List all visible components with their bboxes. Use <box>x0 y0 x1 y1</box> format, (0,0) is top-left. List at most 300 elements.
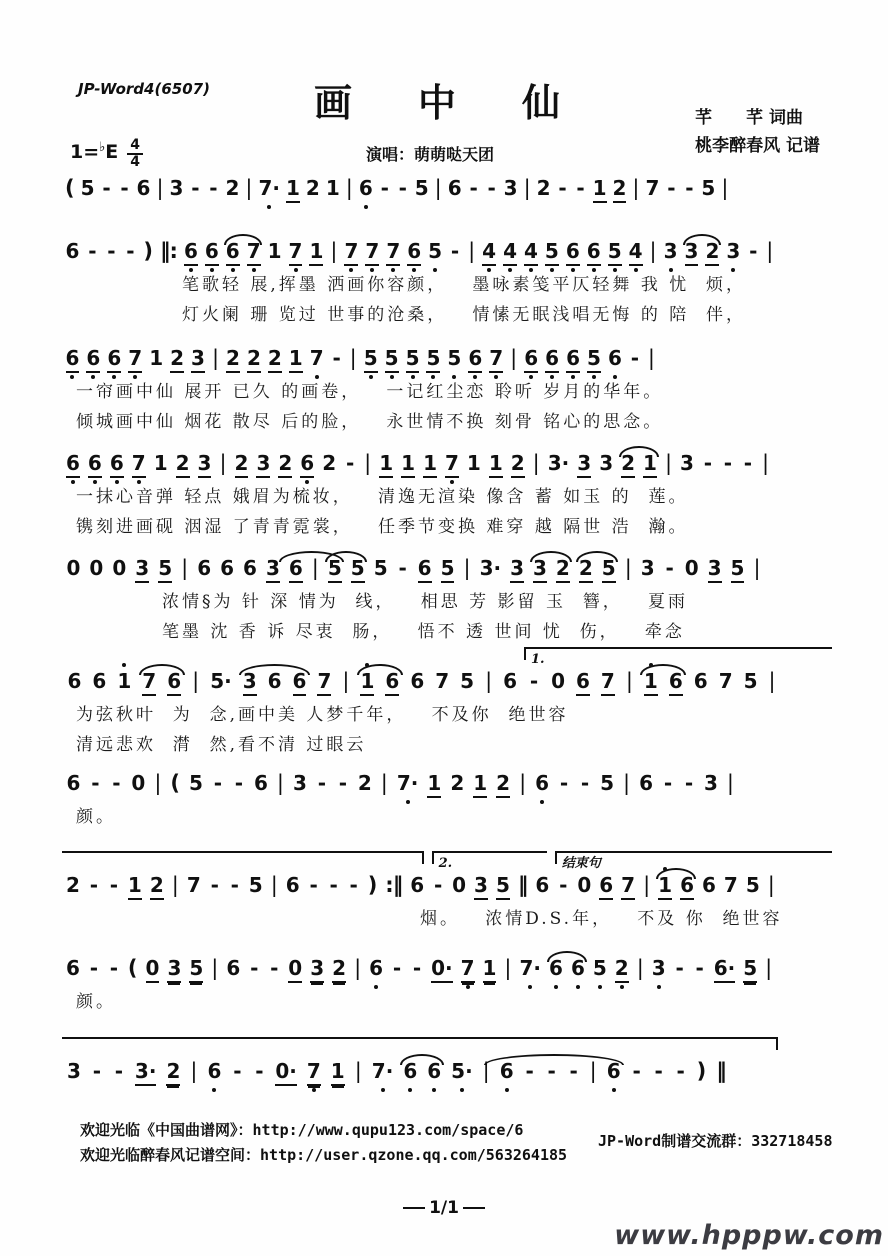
note: 3 <box>167 955 181 983</box>
volta-bracket <box>62 851 424 864</box>
time-signature <box>127 138 143 169</box>
qq-group-label: JP-Word制谱交流群：332718458 <box>598 1132 833 1150</box>
note: 5 <box>447 346 462 370</box>
note: - <box>723 451 733 475</box>
page-number-rule <box>463 1207 485 1209</box>
notation-system <box>62 1058 832 1088</box>
note: 1 <box>473 770 487 798</box>
note: - <box>89 956 99 980</box>
note: - <box>91 771 100 795</box>
barline: | <box>468 239 476 263</box>
note: 6 <box>576 668 590 696</box>
notation-system <box>62 770 832 830</box>
note: 5 <box>385 345 399 373</box>
barline: | <box>211 956 219 980</box>
note: 6 <box>86 345 100 373</box>
note: 1 <box>331 1058 345 1086</box>
note: 6 <box>207 1059 222 1083</box>
note: 6 <box>184 238 198 266</box>
barline: | <box>647 346 655 370</box>
note: 4 <box>482 238 496 266</box>
credit-transcriber: 桃李醉春风 记谱 <box>695 136 820 156</box>
note: 0 <box>146 955 160 983</box>
singer-label: 演唱：萌萌哒天团 <box>366 145 495 164</box>
note: 6 <box>65 239 80 263</box>
note: - <box>234 771 244 795</box>
barline: | <box>765 956 773 980</box>
lyrics-line: 浓情§为 针 深 情为 线， 相思 芳 影留 玉 簪， 夏雨 <box>162 592 688 612</box>
footer-site-link-1: 欢迎光临《中国曲谱网》：http://www.qupu123.com/space/6 <box>80 1121 524 1139</box>
note: 1 <box>289 345 303 373</box>
note: - <box>126 239 135 263</box>
key-prefix: 1= <box>70 141 100 163</box>
note: - <box>114 1059 124 1083</box>
note: 6 <box>570 956 585 980</box>
note: 4 <box>629 238 643 266</box>
note: 5 <box>460 669 475 693</box>
note: 7 <box>128 345 142 373</box>
note: 6 <box>566 238 580 266</box>
notes-line <box>62 450 832 480</box>
note: 6 <box>253 771 268 795</box>
volta-bracket <box>555 851 832 871</box>
note: 3 <box>685 238 699 266</box>
notes-line <box>62 1058 832 1088</box>
barline: | <box>504 956 512 980</box>
barline: | <box>154 771 162 795</box>
notes-line <box>62 175 832 205</box>
notes-line <box>62 555 832 585</box>
note: 3 <box>510 555 524 583</box>
note: 5 <box>496 872 510 900</box>
note: 6 <box>220 556 235 580</box>
note: 7· <box>396 771 419 795</box>
note: 2 <box>176 450 190 478</box>
note: 0 <box>577 873 592 897</box>
barline: ‖: <box>160 239 177 263</box>
note: 2 <box>235 450 249 478</box>
note: 3 <box>577 450 591 478</box>
note: 5 <box>731 555 745 583</box>
note: 7 <box>489 345 503 373</box>
note: 5 <box>743 669 758 693</box>
barline: | <box>766 239 774 263</box>
note: ( <box>170 771 181 795</box>
note: ) <box>367 873 378 897</box>
note: 6 <box>110 450 124 478</box>
notation-system <box>62 450 832 540</box>
note: 6 <box>300 450 314 478</box>
note: 7 <box>445 450 459 478</box>
note: 5 <box>189 771 203 795</box>
note: - <box>89 873 99 897</box>
barline: | <box>156 176 164 200</box>
note: 6 <box>702 873 716 897</box>
note: 5 <box>248 873 263 897</box>
note: 7 <box>289 238 303 266</box>
note: 5 <box>406 345 420 373</box>
note: - <box>92 1059 102 1083</box>
note: 0 <box>131 771 146 795</box>
note: 1 <box>267 239 282 263</box>
note: 6 <box>680 872 694 900</box>
note: - <box>398 176 407 200</box>
note: - <box>529 669 539 693</box>
barline: | <box>311 556 319 580</box>
barline: | <box>463 556 471 580</box>
note: 6 <box>92 669 107 693</box>
barline: | <box>192 669 200 693</box>
volta-bracket <box>62 1037 778 1050</box>
note: 7 <box>601 668 615 696</box>
note: - <box>317 771 327 795</box>
volta-bracket <box>524 647 832 667</box>
note: 3 <box>680 451 694 475</box>
note: 0 <box>89 556 104 580</box>
note: 5 <box>600 771 614 795</box>
note: - <box>665 556 674 580</box>
note: 3· <box>547 451 570 475</box>
note: 2 <box>305 176 320 200</box>
note: 3 <box>599 451 614 475</box>
note: 3 <box>651 956 666 980</box>
note: 6 <box>136 176 151 200</box>
note: 2 <box>66 873 80 897</box>
note: 6 <box>545 345 559 373</box>
note: 6 <box>410 669 425 693</box>
note: 7 <box>309 346 324 370</box>
note: - <box>487 176 496 200</box>
barline: | <box>726 771 734 795</box>
barline: | <box>345 176 353 200</box>
note: - <box>329 873 338 897</box>
note: 1 <box>401 450 415 478</box>
note: 5 <box>426 345 440 373</box>
note: - <box>120 176 129 200</box>
note: 2 <box>322 451 337 475</box>
note: - <box>569 1059 578 1083</box>
note: 6 <box>599 872 613 900</box>
note: 6 <box>66 771 81 795</box>
barline: | <box>171 873 179 897</box>
note: 3 <box>503 176 518 200</box>
note: 3 <box>135 555 149 583</box>
note: 1 <box>423 450 437 478</box>
barline: | <box>721 176 729 200</box>
note: 7 <box>307 1058 321 1086</box>
note: - <box>210 873 219 897</box>
note: - <box>398 556 407 580</box>
note: 5 <box>441 555 455 583</box>
barline: | <box>643 873 651 897</box>
note: 5 <box>351 555 365 583</box>
note: - <box>392 956 402 980</box>
lyrics-line: 烟。 浓情D.S.年， 不及 你 绝世容 <box>420 909 783 929</box>
note: 1 <box>149 346 164 370</box>
note: - <box>349 873 358 897</box>
note: 6 <box>566 345 580 373</box>
note: 6 <box>67 669 82 693</box>
note: 3 <box>169 176 184 200</box>
note: 5· <box>210 669 232 693</box>
notation-system <box>62 856 832 932</box>
note: - <box>632 1059 641 1083</box>
note: - <box>209 176 218 200</box>
note: 6 <box>197 556 212 580</box>
note: - <box>695 956 704 980</box>
note: - <box>559 873 568 897</box>
note: 0 <box>551 669 565 693</box>
barline: | <box>767 873 775 897</box>
note: - <box>684 771 694 795</box>
note: 2 <box>613 175 627 203</box>
note: 4 <box>503 238 517 266</box>
note: ( <box>65 176 75 200</box>
key-letter: E <box>105 141 119 163</box>
note: 5 <box>602 555 616 583</box>
note: - <box>112 771 121 795</box>
note: 5 <box>80 176 95 200</box>
note: - <box>345 451 355 475</box>
note: 3 <box>704 771 718 795</box>
note: 3 <box>198 450 212 478</box>
note: 2 <box>225 176 240 200</box>
note: - <box>230 873 239 897</box>
note: - <box>469 176 478 200</box>
note: 0 <box>452 873 467 897</box>
note: 6 <box>66 345 80 373</box>
lyrics-line: 颜。 <box>76 992 116 1012</box>
note: 6 <box>285 873 300 897</box>
note: 6 <box>205 238 219 266</box>
lyrics-line: 灯火阑 珊 览过 世事的沧桑， 情愫无眠浅唱无悔 的 陪 伴， <box>182 305 747 325</box>
barline: | <box>434 176 442 200</box>
barline: | <box>589 1059 597 1083</box>
note: 0· <box>431 955 453 983</box>
notation-system <box>62 555 832 645</box>
note: ( <box>127 956 138 980</box>
software-version-label: JP-Word4(6507) <box>78 80 210 98</box>
note: 2 <box>511 450 525 478</box>
credits-block <box>695 104 820 160</box>
barline: | <box>190 1059 198 1083</box>
note: 6 <box>606 1059 621 1083</box>
lyrics-line: 镌刻进画砚 洇湿 了青青霓裳， 任季节变换 难穿 越 隔世 浩 瀚。 <box>76 517 689 537</box>
note: - <box>250 956 259 980</box>
note: 2 <box>268 345 282 373</box>
note: 7 <box>461 955 475 983</box>
barline: | <box>532 451 540 475</box>
note: - <box>580 771 590 795</box>
notation-system <box>62 175 832 205</box>
note: 0 <box>684 556 699 580</box>
note: 6 <box>587 238 601 266</box>
barline: | <box>342 669 350 693</box>
note: 7 <box>386 238 400 266</box>
note: 1 <box>643 450 657 478</box>
note: - <box>88 239 97 263</box>
note: - <box>749 239 758 263</box>
credit-lyricist: 芊 芊 词曲 <box>695 108 803 128</box>
note: 7 <box>186 873 201 897</box>
note: 3 <box>640 556 655 580</box>
note: 2 <box>150 872 164 900</box>
note: 6 <box>66 956 80 980</box>
note: 1 <box>128 872 142 900</box>
barline: :‖ <box>385 873 403 897</box>
note: 6 <box>410 873 425 897</box>
note: 2 <box>247 345 261 373</box>
note: 6 <box>418 555 432 583</box>
note: - <box>109 956 119 980</box>
note: 1 <box>658 872 672 900</box>
barline: ‖ <box>517 873 528 897</box>
note: - <box>576 176 585 200</box>
note: 7· <box>371 1059 394 1083</box>
barline: | <box>510 346 518 370</box>
note: - <box>433 873 443 897</box>
barline: | <box>330 239 338 263</box>
barline: | <box>761 451 770 475</box>
note: 3· <box>479 556 502 580</box>
note: 6· <box>714 955 736 983</box>
barline: | <box>664 451 673 475</box>
note: 7 <box>247 238 261 266</box>
note: 5 <box>328 555 342 583</box>
note: 3 <box>726 239 741 263</box>
note: 1 <box>427 770 441 798</box>
note: - <box>675 956 684 980</box>
volta-label: 1. <box>531 652 545 667</box>
note: 2 <box>496 770 510 798</box>
note: 6 <box>535 771 550 795</box>
note: 5 <box>592 956 607 980</box>
note: 7 <box>132 450 146 478</box>
barline: | <box>632 176 640 200</box>
note: - <box>558 176 567 200</box>
note: - <box>676 1059 685 1083</box>
note: ) <box>143 239 154 263</box>
note: 3 <box>474 872 488 900</box>
note: 1 <box>593 175 607 203</box>
lyrics-line: 清远悲欢 潸 然,看不清 过眼云 <box>76 735 367 755</box>
note: 1 <box>644 668 658 696</box>
note: 6 <box>468 345 482 373</box>
note: 5· <box>451 1059 473 1083</box>
note: - <box>685 176 694 200</box>
note: 6 <box>88 450 102 478</box>
note: 1 <box>379 450 393 478</box>
note: 1 <box>153 451 168 475</box>
time-denominator: 4 <box>130 154 141 170</box>
note: 0· <box>275 1058 297 1086</box>
note: 2 <box>621 450 635 478</box>
note: 7· <box>258 176 280 200</box>
barline: | <box>649 239 657 263</box>
footer-links <box>80 1118 567 1168</box>
note: ) <box>696 1059 707 1083</box>
note: 6 <box>385 668 399 696</box>
note: 7 <box>317 668 331 696</box>
note: 1 <box>325 176 340 200</box>
note: 6 <box>669 668 683 696</box>
note: 7 <box>718 669 733 693</box>
note: - <box>332 346 341 370</box>
note: 2 <box>332 955 346 983</box>
note: 1 <box>483 955 497 983</box>
notes-line <box>62 955 832 985</box>
note: 6 <box>549 956 563 980</box>
barline: | <box>349 346 357 370</box>
note: - <box>412 956 422 980</box>
note: 5 <box>158 555 172 583</box>
barline: | <box>523 176 531 200</box>
note: 5 <box>428 239 443 263</box>
note: 6 <box>427 1059 442 1083</box>
notation-system <box>62 345 832 435</box>
note: 7 <box>645 176 660 200</box>
barline: | <box>380 771 388 795</box>
notation-system <box>62 955 832 1015</box>
note: - <box>630 346 640 370</box>
note: - <box>213 771 223 795</box>
key-signature <box>70 138 143 169</box>
note: 7· <box>519 956 542 980</box>
barline: | <box>753 556 761 580</box>
lyrics-line: 一抹心音弹 轻点 娥眉为梳妆， 清逸无渲染 像含 蓄 如玉 的 莲。 <box>76 487 689 507</box>
time-numerator: 4 <box>127 138 143 155</box>
note: - <box>450 239 460 263</box>
note: - <box>667 176 676 200</box>
barline: | <box>354 1059 362 1083</box>
note: 3 <box>292 771 307 795</box>
note: 6 <box>107 345 121 373</box>
note: 3 <box>243 668 257 696</box>
note: 6 <box>503 669 518 693</box>
note: 1 <box>286 175 300 203</box>
note: 7 <box>142 668 156 696</box>
note: 6 <box>607 346 622 370</box>
note: 3 <box>266 555 280 583</box>
note: 2 <box>556 555 570 583</box>
note: 2 <box>357 771 372 795</box>
note: 2 <box>278 450 292 478</box>
note: 3 <box>256 450 270 478</box>
note: 6 <box>535 873 550 897</box>
barline: | <box>485 669 493 693</box>
note: 3 <box>533 555 547 583</box>
note: 3· <box>135 1058 157 1086</box>
barline: | <box>245 176 253 200</box>
page-number-rule <box>403 1207 425 1209</box>
barline: | <box>636 956 644 980</box>
note: - <box>270 956 279 980</box>
note: - <box>107 239 116 263</box>
notes-line <box>62 345 832 375</box>
note: 1 <box>360 668 374 696</box>
note: 3 <box>67 1059 81 1083</box>
note: 2 <box>705 238 719 266</box>
volta-label: 结束句 <box>561 856 601 871</box>
watermark: www.hpppw.com <box>614 1220 884 1251</box>
barline: | <box>623 771 631 795</box>
note: 3 <box>310 955 324 983</box>
note: 2 <box>536 176 551 200</box>
page-number <box>0 1198 888 1218</box>
barline: | <box>519 771 527 795</box>
note: 7 <box>435 669 450 693</box>
note: 4 <box>524 238 538 266</box>
